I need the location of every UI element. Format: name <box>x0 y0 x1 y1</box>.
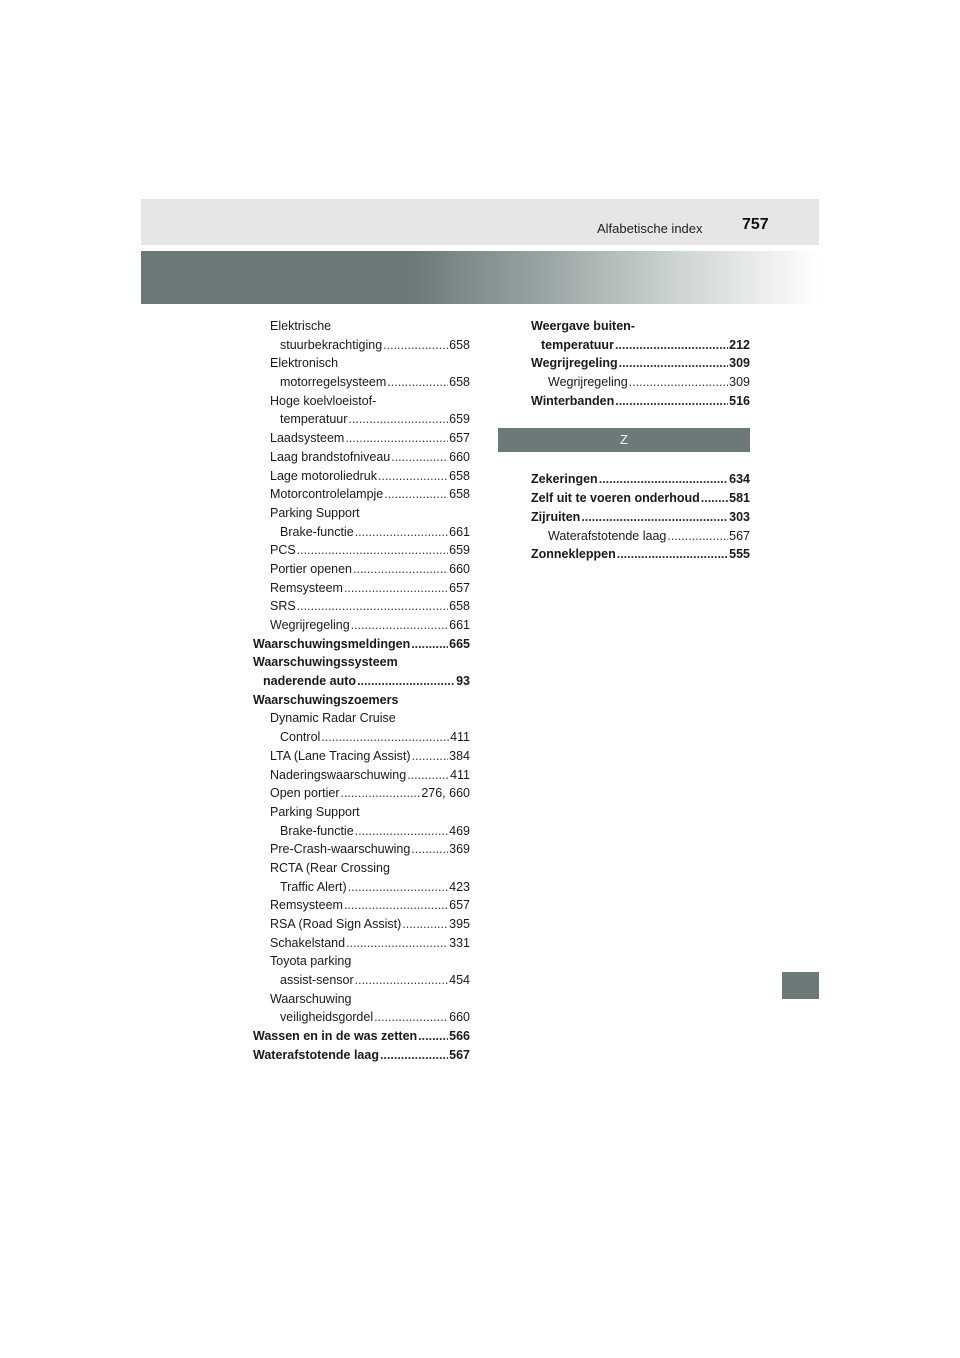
index-entry <box>531 373 750 392</box>
index-entry <box>253 1046 470 1065</box>
index-page-ref: 660 <box>449 449 470 464</box>
index-page-ref: 658 <box>449 375 470 390</box>
index-term: Zijruiten <box>531 509 581 524</box>
section-title: Alfabetische index <box>597 221 703 236</box>
index-term: Waarschuwingsmeldingen <box>253 636 411 651</box>
index-term: Parking Support <box>270 505 360 520</box>
index-page-ref: 658 <box>449 487 470 502</box>
index-term: Motorcontrolelampje <box>270 487 384 502</box>
index-page-ref: 303 <box>729 509 750 524</box>
index-entry <box>253 859 470 878</box>
index-entry <box>253 952 470 971</box>
dot-leader <box>599 470 728 489</box>
index-entry <box>531 489 750 508</box>
dot-leader <box>383 336 448 355</box>
dot-leader <box>384 485 448 504</box>
index-term: temperatuur <box>280 412 348 427</box>
dot-leader <box>701 489 728 508</box>
index-page-ref: 331 <box>449 935 470 950</box>
index-entry <box>253 691 470 710</box>
dot-leader <box>411 840 448 859</box>
index-entry <box>253 971 470 990</box>
index-term: Toyota parking <box>270 954 352 969</box>
index-page-ref: 657 <box>449 431 470 446</box>
index-entry <box>253 597 470 616</box>
index-entry <box>253 410 470 429</box>
index-entry <box>253 896 470 915</box>
index-entry <box>253 709 470 728</box>
index-page-ref: 661 <box>449 618 470 632</box>
page-number: 757 <box>742 216 769 233</box>
index-entry <box>253 990 470 1009</box>
index-entry <box>253 653 470 672</box>
index-page-ref: 309 <box>729 375 750 390</box>
index-term: Elektronisch <box>270 356 339 371</box>
dot-leader <box>344 896 448 915</box>
index-entry <box>253 448 470 467</box>
index-entry <box>531 470 750 489</box>
index-page-ref: 276, 660 <box>421 786 470 801</box>
index-entry <box>253 1008 470 1027</box>
index-entry <box>253 915 470 934</box>
index-entry <box>253 336 470 355</box>
index-page-ref: 665 <box>449 636 470 651</box>
index-term: Control <box>280 730 321 745</box>
dot-leader <box>615 336 728 355</box>
index-term: Wegrijregeling <box>531 356 618 371</box>
index-page-ref: 659 <box>449 412 470 427</box>
dot-leader <box>344 579 448 598</box>
index-term: Naderingswaarschuwing <box>270 767 407 782</box>
index-entry <box>253 373 470 392</box>
index-term: naderende auto <box>263 674 357 689</box>
dot-leader <box>355 523 448 542</box>
dot-leader <box>374 1008 448 1027</box>
index-term: Remsysteem <box>270 898 343 913</box>
dot-leader <box>355 822 448 841</box>
index-term: Lage motoroliedruk <box>270 468 378 483</box>
index-entry <box>253 766 470 785</box>
index-entry <box>253 317 470 336</box>
index-page-ref: 384 <box>449 748 470 763</box>
index-page-ref: 567 <box>729 528 750 543</box>
index-page-ref: 411 <box>450 730 470 745</box>
index-entry <box>253 784 470 803</box>
index-entry <box>253 728 470 747</box>
index-page-ref: 369 <box>449 842 470 857</box>
index-term: stuurbekrachtiging <box>280 337 383 352</box>
index-entry <box>531 508 750 527</box>
dot-leader <box>348 410 448 429</box>
chapter-side-tab <box>782 972 819 999</box>
index-entry <box>253 541 470 560</box>
index-entry <box>253 523 470 542</box>
index-page-ref: 657 <box>449 898 470 913</box>
index-page-ref: 411 <box>450 767 470 782</box>
index-page-ref: 658 <box>449 468 470 483</box>
dot-leader <box>617 545 728 564</box>
dot-leader <box>615 392 728 411</box>
dot-leader <box>581 508 728 527</box>
index-page-ref: 658 <box>449 599 470 614</box>
index-term: Parking Support <box>270 804 360 819</box>
dot-leader <box>345 429 448 448</box>
index-page-ref: 634 <box>729 472 750 487</box>
index-entry <box>253 672 470 691</box>
index-term: Wassen en in de was zetten <box>253 1029 418 1044</box>
index-term: motorregelsysteem <box>280 375 387 390</box>
dot-leader <box>340 784 420 803</box>
index-entry <box>531 392 750 411</box>
index-entry <box>253 878 470 897</box>
index-page-ref: 516 <box>729 393 750 408</box>
header-band <box>141 199 819 245</box>
dot-leader <box>391 448 448 467</box>
index-term: SRS <box>270 599 296 614</box>
dot-leader <box>380 1046 448 1065</box>
index-term: Waterafstotende laag <box>253 1047 379 1062</box>
dot-leader <box>321 728 449 747</box>
index-entry <box>531 336 750 355</box>
index-term: RCTA (Rear Crossing <box>270 860 390 875</box>
index-entry <box>253 579 470 598</box>
index-entry <box>253 1027 470 1046</box>
index-entry <box>253 504 470 523</box>
index-page-ref: 423 <box>449 879 470 894</box>
index-entry <box>531 354 750 373</box>
index-page-ref: 454 <box>449 973 470 988</box>
index-term: Dynamic Radar Cruise <box>270 711 396 726</box>
index-term: Hoge koelvloeistof- <box>270 393 377 408</box>
index-entry <box>253 392 470 411</box>
dot-leader <box>297 597 448 616</box>
index-page-ref: 659 <box>449 543 470 558</box>
index-column-right <box>531 317 750 564</box>
dot-leader <box>402 915 448 934</box>
index-term: Laag brandstofniveau <box>270 449 391 464</box>
dot-leader <box>629 373 728 392</box>
index-term: temperatuur <box>541 337 614 352</box>
index-term: Zonnekleppen <box>531 547 616 562</box>
index-entry <box>253 635 470 654</box>
index-page-ref: 567 <box>449 1047 470 1062</box>
index-term: Zelf uit te voeren onderhoud <box>531 491 700 506</box>
index-term: veiligheidsgordel <box>280 1010 374 1025</box>
index-page-ref: 660 <box>449 1010 470 1025</box>
index-term: Wegrijregeling <box>548 375 628 390</box>
dot-leader <box>353 560 448 579</box>
dot-leader <box>387 373 448 392</box>
dot-leader <box>412 747 449 766</box>
index-page-ref: 658 <box>449 337 470 352</box>
dot-leader <box>667 527 728 546</box>
index-entry <box>253 934 470 953</box>
index-term: Zekeringen <box>531 472 598 487</box>
dot-leader <box>351 616 448 635</box>
dot-leader <box>355 971 449 990</box>
index-term: Traffic Alert) <box>280 879 347 894</box>
index-term: assist-sensor <box>280 973 354 988</box>
index-term: RSA (Road Sign Assist) <box>270 917 402 931</box>
dot-leader <box>297 541 448 560</box>
index-page-ref: 581 <box>729 491 750 506</box>
index-term: Wegrijregeling <box>270 618 350 632</box>
index-term: Brake-functie <box>280 524 354 539</box>
dot-leader <box>348 878 448 897</box>
index-entry <box>253 822 470 841</box>
dot-leader <box>411 635 448 654</box>
index-page-ref: 469 <box>449 823 470 838</box>
index-entry <box>253 354 470 373</box>
dot-leader <box>378 467 448 486</box>
index-term: Waarschuwing <box>270 991 352 1006</box>
index-term: Remsysteem <box>270 580 343 595</box>
dot-leader <box>357 672 455 691</box>
index-page-ref: 657 <box>449 580 470 595</box>
index-term: Schakelstand <box>270 935 346 950</box>
index-entry <box>531 527 750 546</box>
dot-leader <box>418 1027 448 1046</box>
index-term: Portier openen <box>270 561 353 576</box>
index-page-ref: 309 <box>729 356 750 371</box>
dot-leader <box>619 354 729 373</box>
index-term: Open portier <box>270 786 340 801</box>
index-entry <box>531 545 750 564</box>
index-page-ref: 660 <box>449 561 470 576</box>
chapter-banner <box>141 251 819 304</box>
index-term: Pre-Crash-waarschuwing <box>270 842 411 857</box>
index-entry <box>253 429 470 448</box>
index-page-ref: 661 <box>449 524 470 539</box>
index-entry <box>253 485 470 504</box>
index-term: Waarschuwingssysteem <box>253 655 398 670</box>
index-page-ref: 93 <box>456 674 470 689</box>
index-page-ref: 395 <box>449 917 470 931</box>
index-term: Waterafstotende laag <box>548 528 667 543</box>
index-page-ref: 566 <box>449 1029 470 1044</box>
index-term: Winterbanden <box>531 393 615 408</box>
index-entry <box>253 803 470 822</box>
index-entry <box>253 560 470 579</box>
index-term: Brake-functie <box>280 823 354 838</box>
index-term: Laadsysteem <box>270 431 345 446</box>
index-page-ref: 212 <box>729 337 750 352</box>
index-entry <box>253 467 470 486</box>
letter-heading-z: Z <box>498 428 750 452</box>
dot-leader <box>346 934 448 953</box>
index-entry <box>253 747 470 766</box>
index-term: PCS <box>270 543 296 558</box>
index-entry <box>253 840 470 859</box>
index-entry <box>253 616 470 635</box>
index-term: Weergave buiten- <box>531 319 635 333</box>
index-page-ref: 555 <box>729 547 750 562</box>
dot-leader <box>407 766 449 785</box>
index-term: Waarschuwingszoemers <box>253 692 399 707</box>
index-entry <box>531 317 750 336</box>
index-column-left <box>253 317 470 1065</box>
index-term: LTA (Lane Tracing Assist) <box>270 748 411 763</box>
index-term: Elektrische <box>270 319 332 333</box>
